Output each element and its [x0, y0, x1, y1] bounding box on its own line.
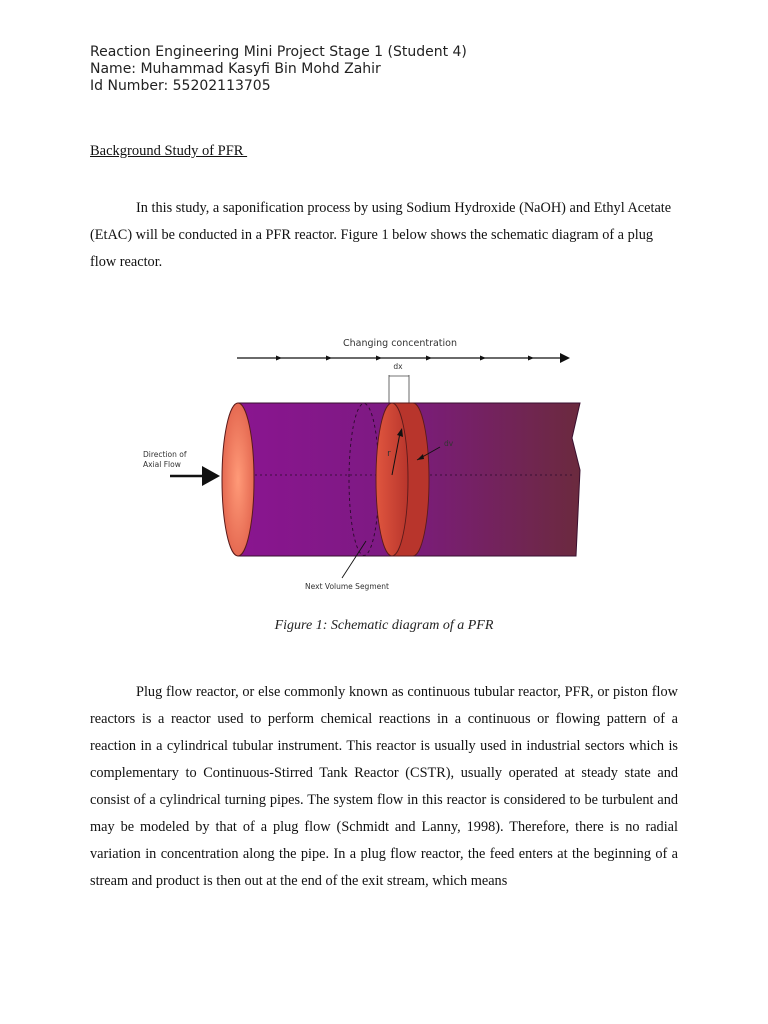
- label-dv: dv: [444, 439, 454, 448]
- label-changing-concentration: Changing concentration: [342, 338, 458, 349]
- label-radius: r: [387, 449, 391, 459]
- header-project-title: Reaction Engineering Mini Project Stage 1 (Student 4): [90, 44, 467, 60]
- document-header: [90, 44, 467, 95]
- label-flow-direction-line2: Axial Flow: [143, 460, 181, 469]
- body-paragraph: Plug flow reactor, or else commonly known as continuous tubular reactor, PFR, or piston flow reactors is a reactor used to perform chemical reactions in a continuous or flowing pattern of a reaction in a cylindrical tubular instrument. This reactor is usually used in industrial sectors which is complementary to Continuous-Stirred Tank Reactor (CSTR), usually operated at steady state and consist of a cylindrical turning pipes. The system flow in this reactor is considered to be turbulent and may be modeled by that of a plug flow (Schmidt and Lanny, 1998). Therefore, there is no radial variation in concentration along the pipe. In a plug flow reactor, the feed enters at the beginning of a stream and product is then out at the end of the exit stream, which means: [90, 684, 678, 889]
- header-id-number: Id Number: 55202113705: [90, 78, 271, 94]
- tube-inlet-face: [222, 403, 254, 556]
- intro-paragraph: In this study, a saponification process by using Sodium Hydroxide (NaOH) and Ethyl Acetate (EtAC) will be conducted in a PFR reactor. Figure 1 below shows the schematic diagram of a plug flow reactor.: [90, 200, 672, 270]
- section-title: Background Study of PFR: [90, 143, 248, 159]
- label-dx: dx: [393, 362, 403, 371]
- figure-caption: Figure 1: Schematic diagram of a PFR: [274, 618, 494, 633]
- header-student-name: Name: Muhammad Kasyfi Bin Mohd Zahir: [90, 61, 381, 77]
- axial-flow-arrow: [170, 466, 220, 486]
- pfr-schematic-diagram: [130, 330, 590, 600]
- concentration-arrow: [237, 353, 570, 363]
- differential-volume-disk: [376, 403, 429, 556]
- label-flow-direction-line1: Direction of: [143, 450, 187, 459]
- label-next-volume-segment: Next Volume Segment: [305, 582, 389, 591]
- dx-bracket: [389, 375, 409, 405]
